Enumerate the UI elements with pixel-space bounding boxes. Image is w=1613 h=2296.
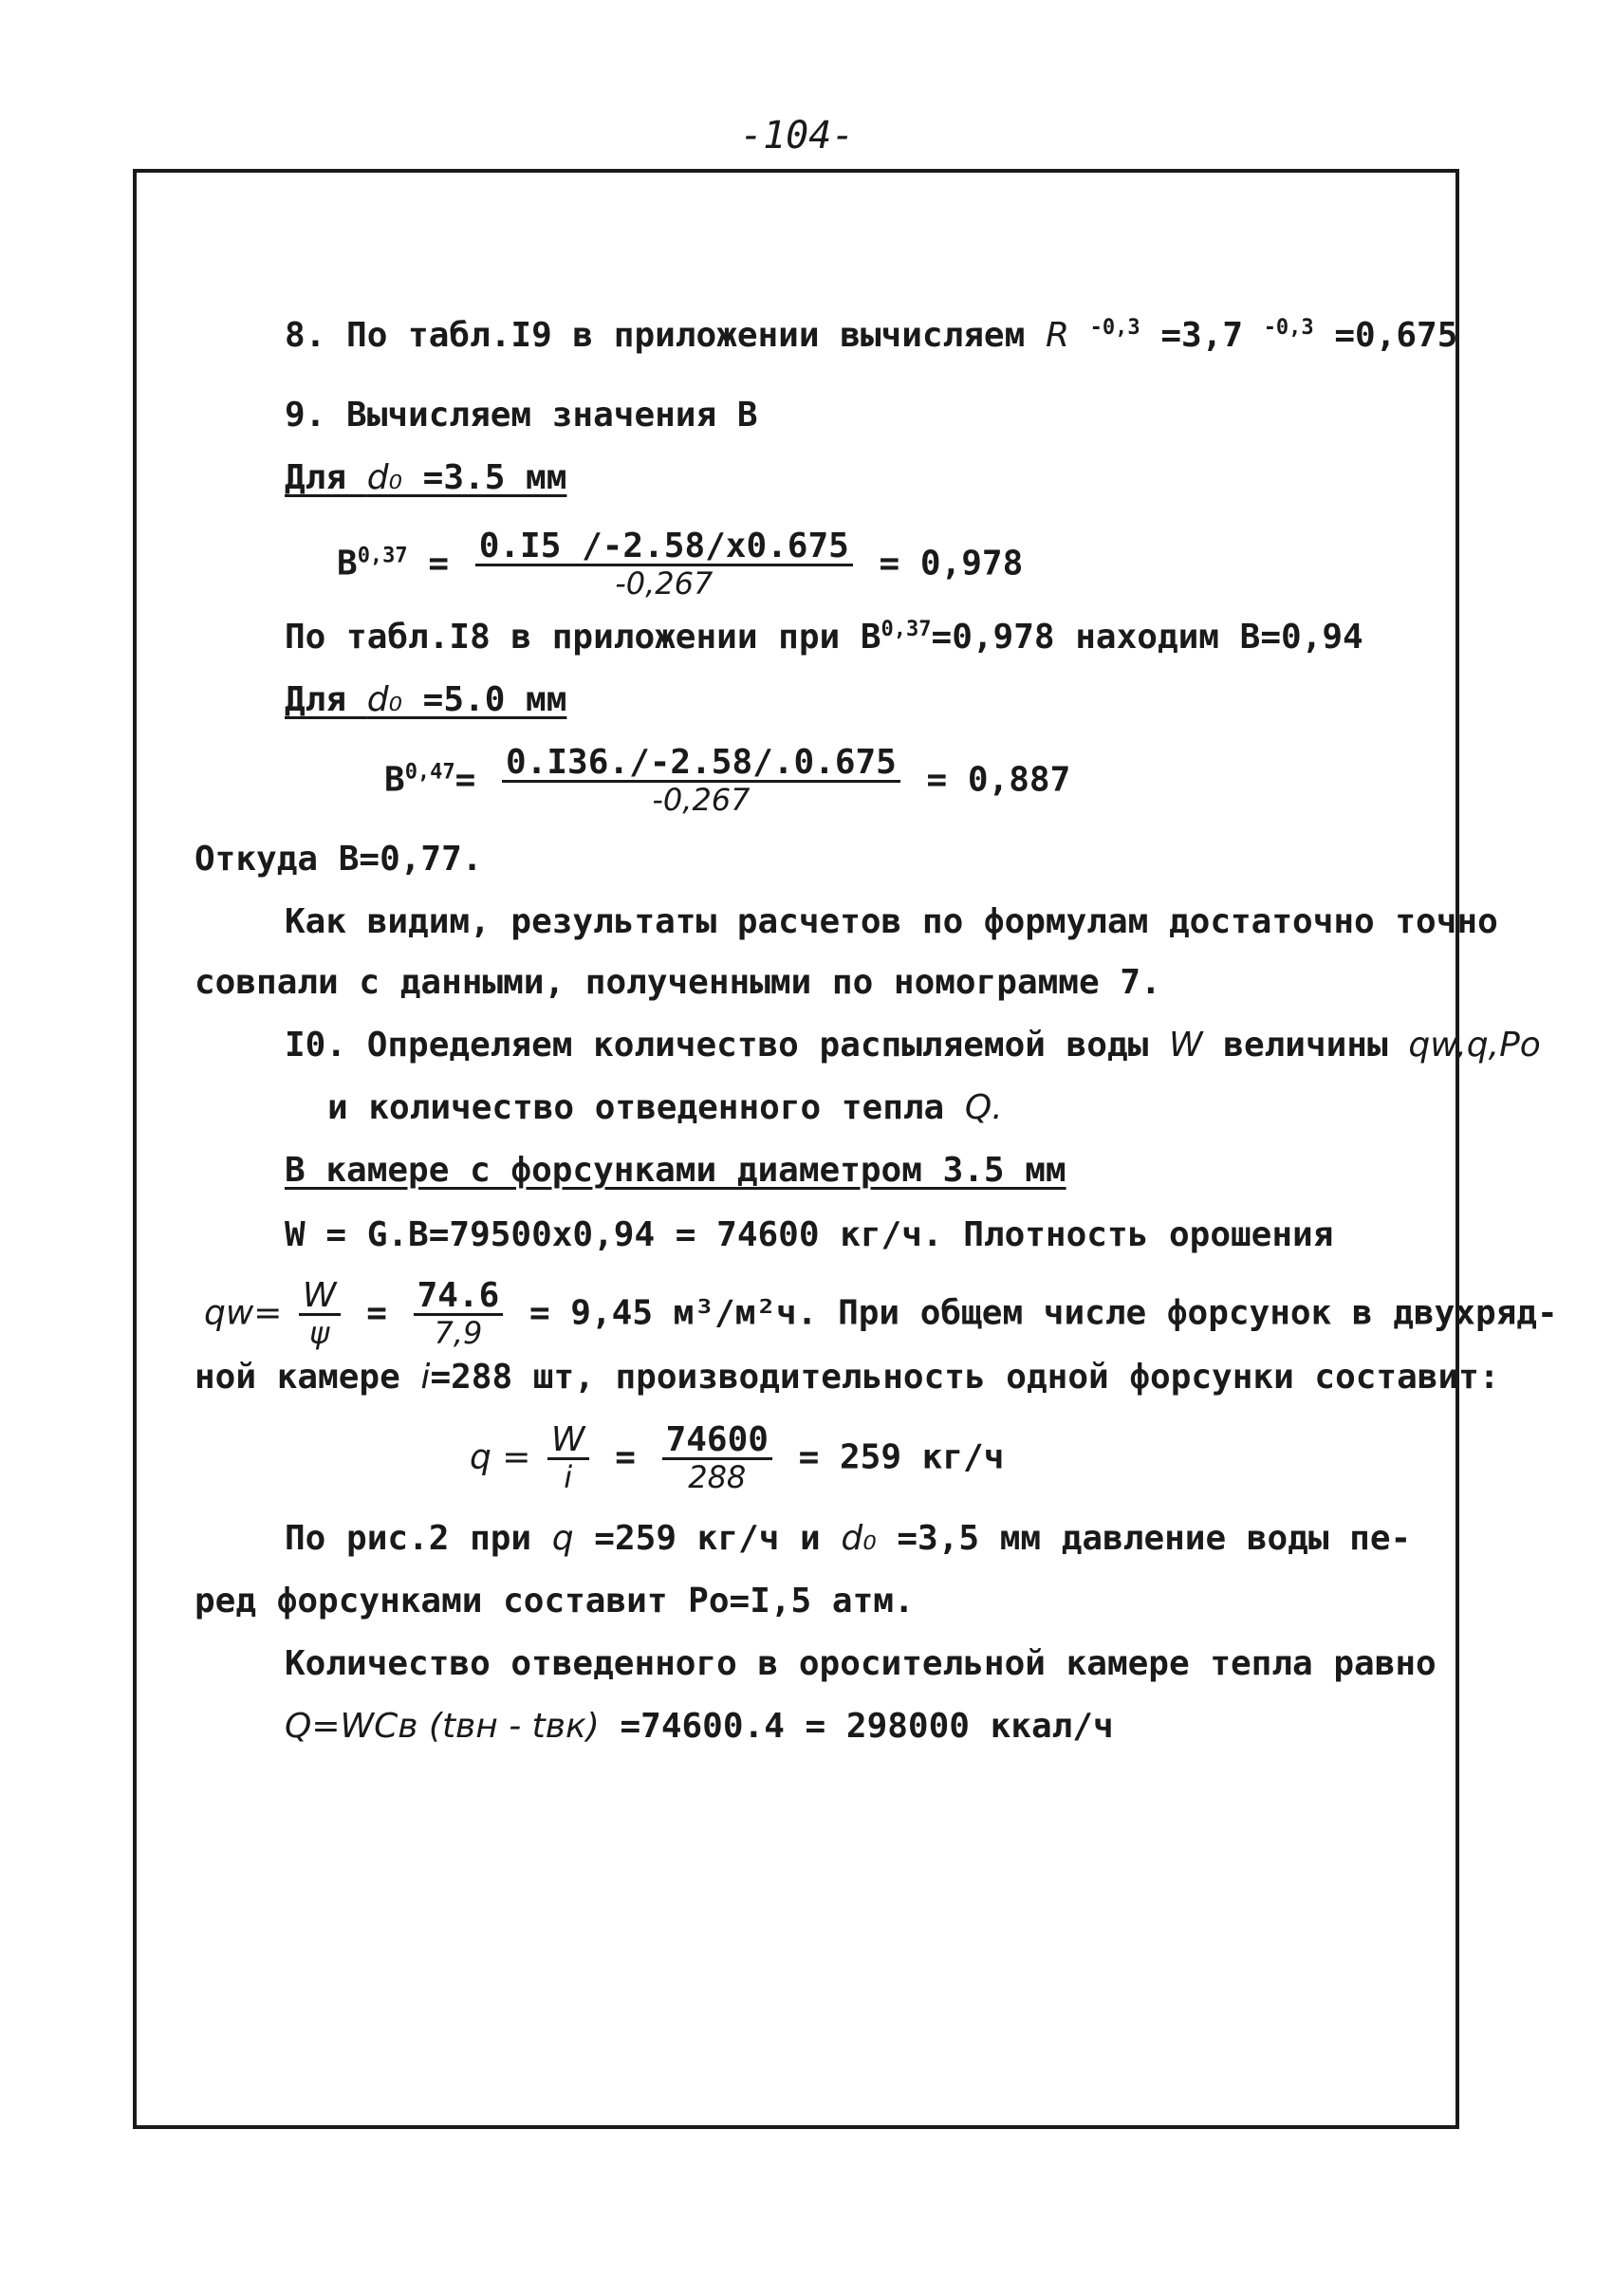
heat-formula-line: Q=WCв (tвн - tвк) =74600.4 = 298000 ккал/ч bbox=[285, 1707, 1114, 1746]
density-line: qw= $\frac{W}{\psi}$ = $\frac{74.6}{7,9}$ = 9,45 м³/м²ч. При общем числе форсунок в двухряд- bbox=[204, 1276, 1558, 1351]
page-number: -104- bbox=[740, 114, 855, 157]
fraction-capacity: $\frac{74600}{288}$ bbox=[662, 1423, 772, 1494]
heading-d35: Для d₀ =3.5 мм bbox=[285, 458, 567, 497]
water-flow-line: W = G.B=79500x0,94 = 74600 кг/ч. Плотность орошения bbox=[285, 1215, 1334, 1254]
step-10-line-1: I0. Определяем количество распыляемой воды W величины qw,q,Po bbox=[285, 1026, 1541, 1065]
fraction-w-psi: $\frac{W}{\psi}$ bbox=[299, 1279, 341, 1350]
formula-b037: B$^{0,37}$ = $\frac{0.I5 /-2.58/x0.675}{-0,267}$ = 0,978 bbox=[337, 527, 1024, 602]
fig2-line-2: ред форсунками составит Ро=I,5 атм. bbox=[195, 1582, 915, 1620]
nozzle-capacity-formula: q = $\frac{W}{i}$ = $\frac{74600}{288}$ = 259 кг/ч bbox=[470, 1420, 1005, 1495]
otkuda-line: Откуда В=0,77. bbox=[195, 840, 483, 879]
formula-b047: B$^{0,47}$= $\frac{0.I36./-2.58/.0.675}{-0,267}$ = 0,887 bbox=[384, 743, 1071, 818]
step-8-text: 8. По табл.I9 в приложении вычисляем bbox=[285, 316, 1046, 355]
heading-d50: Для d₀ =5.0 мм bbox=[285, 680, 567, 719]
step-9-line: 9. Вычисляем значения В bbox=[285, 396, 758, 435]
fig2-line-1: По рис.2 при q =259 кг/ч и d₀ =3,5 мм давление воды пе- bbox=[285, 1519, 1412, 1558]
fraction-density: $\frac{74.6}{7,9}$ bbox=[414, 1279, 504, 1350]
paragraph-line-1: Как видим, результаты расчетов по формулам достаточно точно bbox=[285, 902, 1498, 941]
heat-line-1: Количество отведенного в оросительной камере тепла равно bbox=[285, 1644, 1437, 1683]
fraction-b037: $\frac{0.I5 /-2.58/x0.675}{-0,267}$ bbox=[475, 529, 853, 601]
paragraph-line-2: совпали с данными, полученными по номограмме 7. bbox=[195, 963, 1161, 1002]
table18-line: По табл.I8 в приложении при В$^{0,37}$=0,978 находим В=0,94 bbox=[285, 618, 1363, 657]
step-10-line-2: и количество отведенного тепла Q. bbox=[327, 1088, 1003, 1127]
nozzle-count-line: ной камере i=288 шт, производительность одной форсунки составит: bbox=[195, 1358, 1500, 1397]
heading-chamber: В камере с форсунками диаметром 3.5 мм bbox=[285, 1151, 1066, 1190]
fraction-b047: $\frac{0.I36./-2.58/.0.675}{-0,267}$ bbox=[502, 746, 900, 817]
step-8-line: 8. По табл.I9 в приложении вычисляем R $^{-0,3}$ =3,7 $^{-0,3}$ =0,675 bbox=[285, 316, 1458, 355]
fraction-w-i: $\frac{W}{i}$ bbox=[547, 1423, 589, 1494]
